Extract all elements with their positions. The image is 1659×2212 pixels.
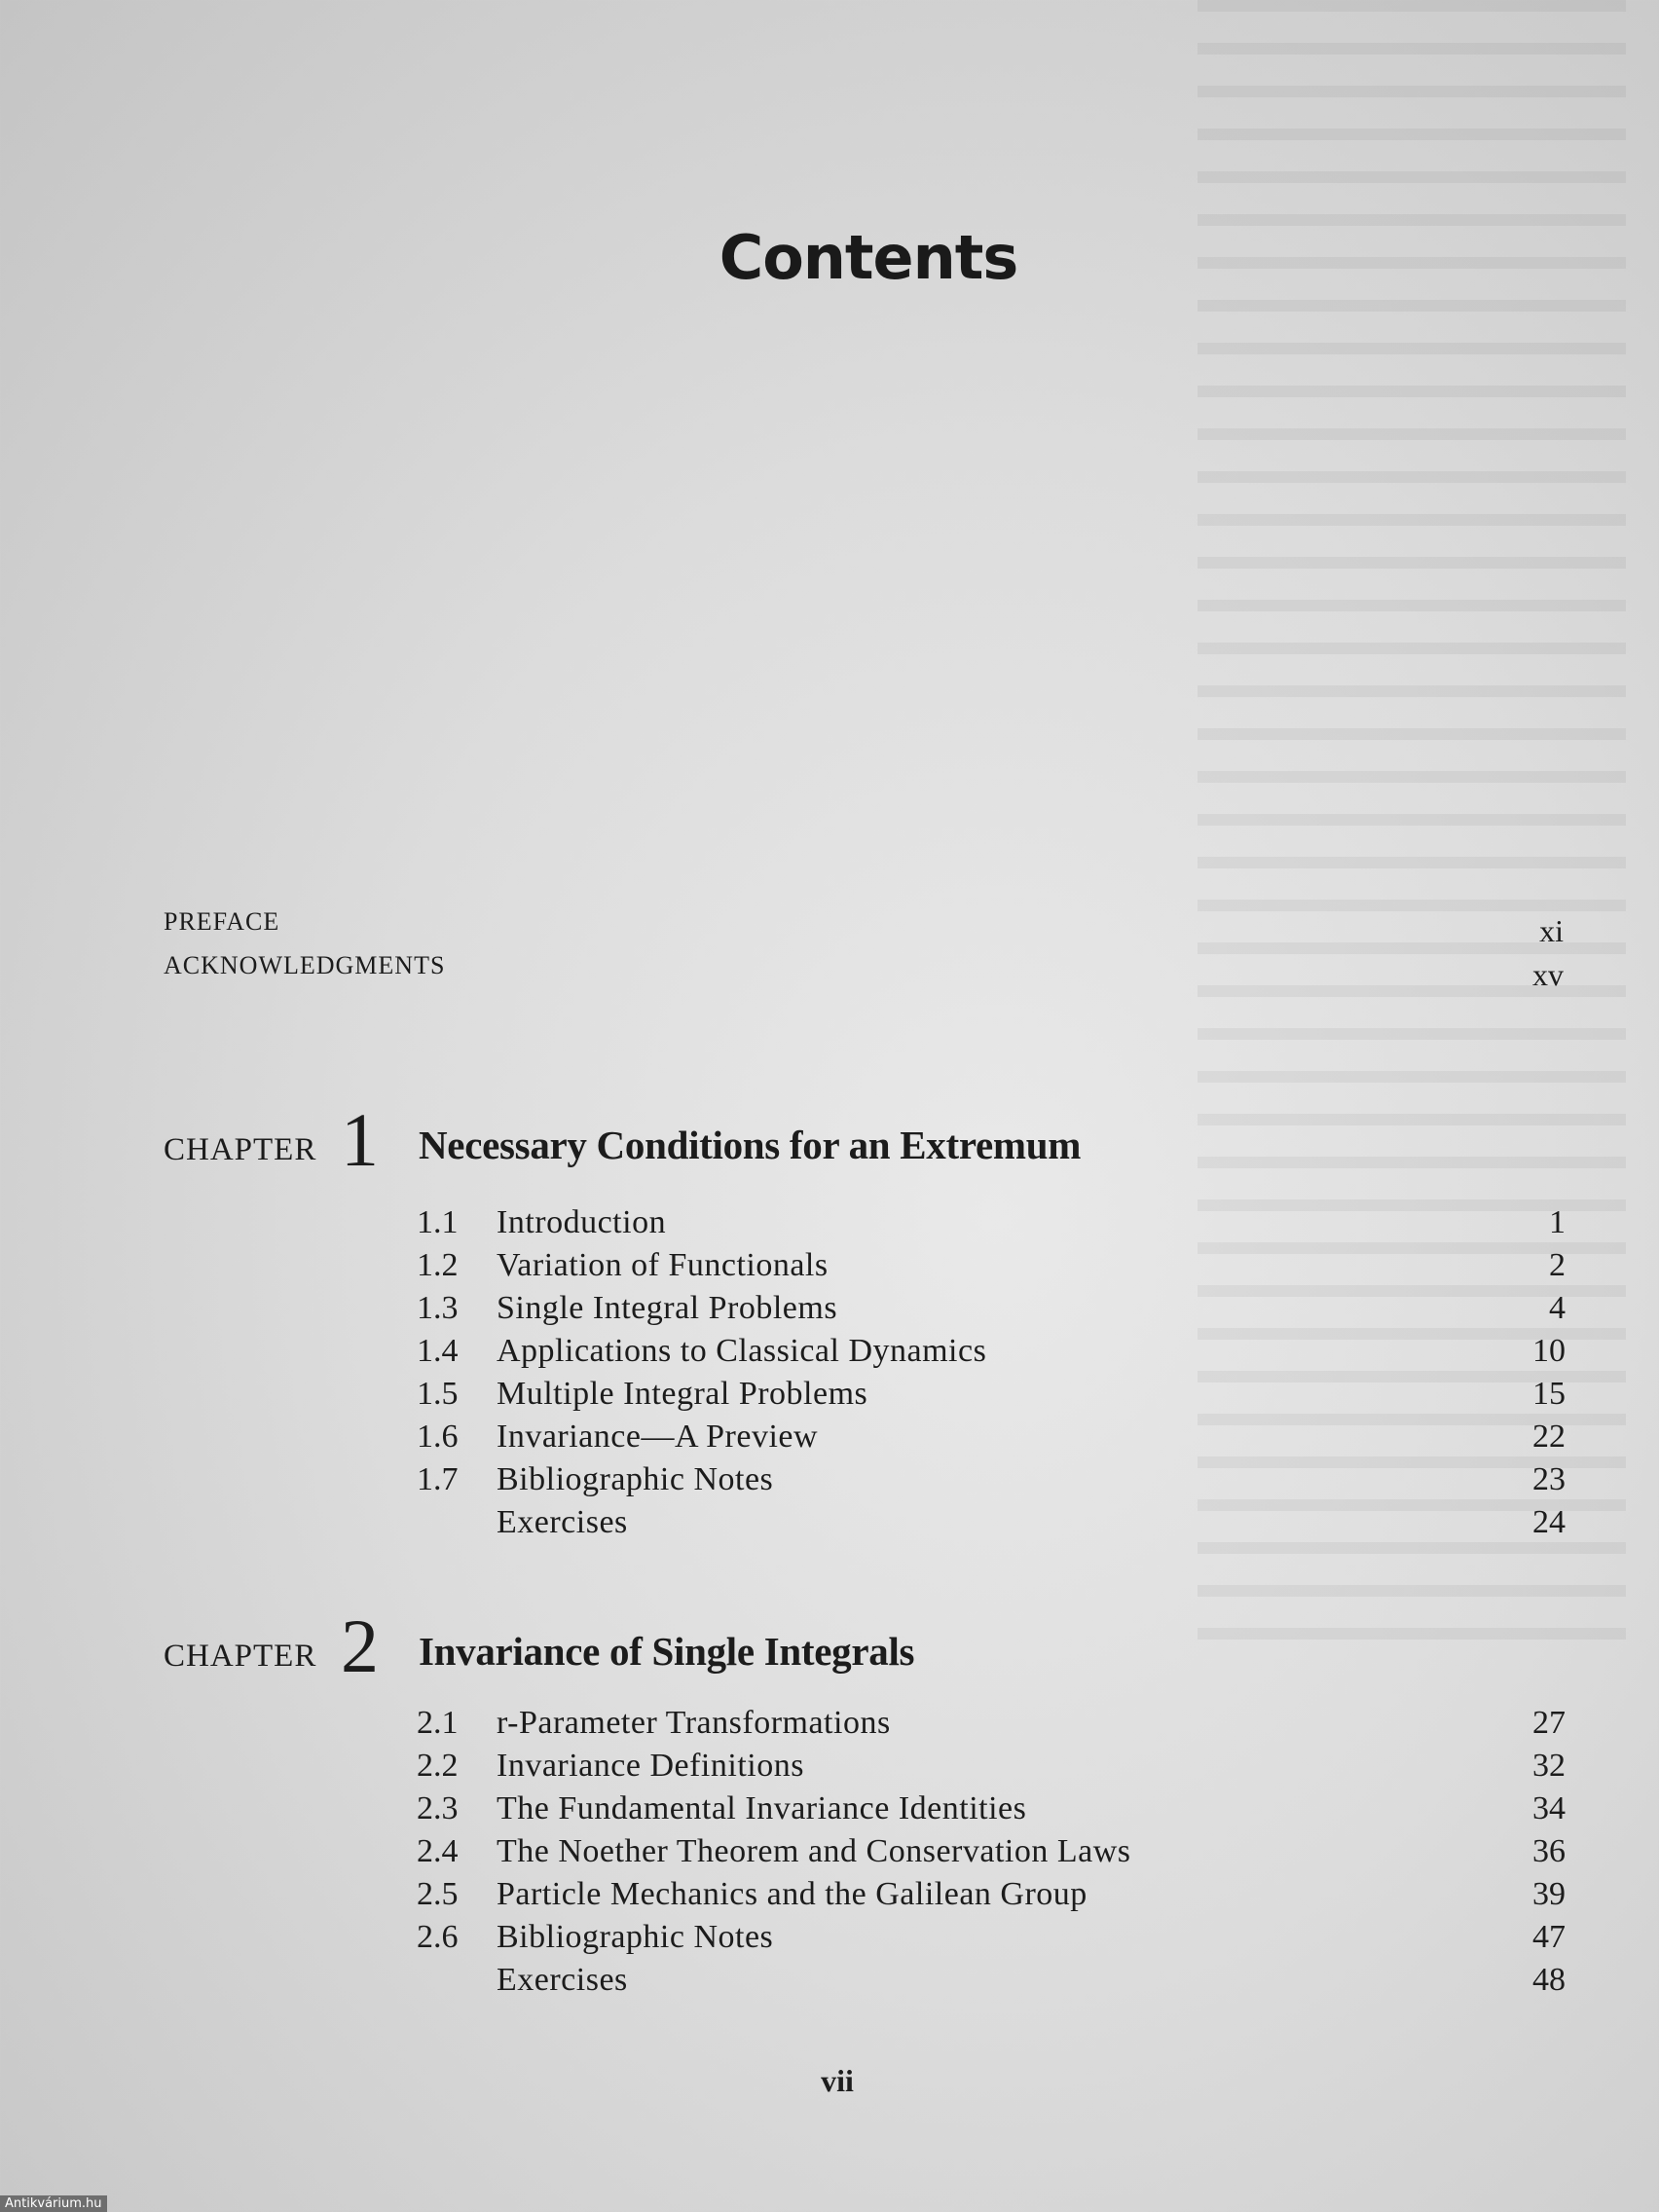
- section-page: 47: [1532, 1919, 1566, 1955]
- toc-entry: [417, 1458, 1566, 1501]
- toc-entry: [417, 1702, 1566, 1745]
- chapter-2-heading: [164, 1597, 1566, 1688]
- section-page: 24: [1532, 1504, 1566, 1540]
- front-matter-label: ACKNOWLEDGMENTS: [164, 951, 446, 979]
- section-number: 1.3: [417, 1290, 459, 1326]
- toc-entry: [417, 1416, 1566, 1458]
- section-page: 39: [1532, 1876, 1566, 1912]
- chapter-1-sections: [417, 1201, 1566, 1544]
- section-number: 2.4: [417, 1833, 459, 1869]
- section-title: Invariance Definitions: [497, 1748, 804, 1784]
- chapter-number: 1: [341, 1097, 379, 1182]
- section-title: Exercises: [497, 1962, 628, 1998]
- page-title: Contents: [719, 222, 1018, 293]
- section-number: 1.5: [417, 1376, 459, 1412]
- section-page: 10: [1532, 1333, 1566, 1369]
- section-page: 48: [1532, 1962, 1566, 1998]
- toc-entry: [417, 1330, 1566, 1373]
- section-number: 2.1: [417, 1705, 459, 1741]
- section-page: 4: [1549, 1290, 1566, 1326]
- toc-entry: [417, 1201, 1566, 1244]
- section-title: Particle Mechanics and the Galilean Group: [497, 1876, 1088, 1912]
- toc-entry: [417, 1873, 1566, 1916]
- chapter-1-heading: [164, 1090, 1566, 1182]
- front-matter-page: xv: [1532, 957, 1564, 992]
- section-title: Variation of Functionals: [497, 1247, 829, 1283]
- front-matter-acknowledgments: [164, 951, 1564, 992]
- section-page: 34: [1532, 1790, 1566, 1826]
- section-page: 15: [1532, 1376, 1566, 1412]
- chapter-number: 2: [341, 1604, 379, 1688]
- chapter-title: Necessary Conditions for an Extremum: [419, 1123, 1082, 1167]
- section-number: 1.7: [417, 1461, 459, 1497]
- section-number: 1.1: [417, 1204, 459, 1240]
- toc-entry: [417, 1788, 1566, 1830]
- section-title: Exercises: [497, 1504, 628, 1540]
- section-page: 22: [1532, 1419, 1566, 1455]
- section-title: The Fundamental Invariance Identities: [497, 1790, 1027, 1826]
- section-title: r-Parameter Transformations: [497, 1705, 891, 1741]
- toc-entry: [417, 1244, 1566, 1287]
- section-number: 2.6: [417, 1919, 459, 1955]
- section-title: Bibliographic Notes: [497, 1919, 774, 1955]
- toc-entry: [417, 1830, 1566, 1873]
- section-number: 1.4: [417, 1333, 459, 1369]
- section-title: Single Integral Problems: [497, 1290, 838, 1326]
- section-page: 23: [1532, 1461, 1566, 1497]
- section-page: 36: [1532, 1833, 1566, 1869]
- chapter-word: CHAPTER: [164, 1132, 317, 1167]
- section-page: 2: [1549, 1247, 1566, 1283]
- toc-entry: [417, 1959, 1566, 2002]
- toc-entry: [417, 1373, 1566, 1416]
- section-title: Applications to Classical Dynamics: [497, 1333, 987, 1369]
- toc-entry: [417, 1287, 1566, 1330]
- front-matter-label: PREFACE: [164, 907, 280, 936]
- chapter-2-sections: [417, 1702, 1566, 2002]
- page-folio: vii: [821, 2063, 854, 2098]
- section-title: Bibliographic Notes: [497, 1461, 774, 1497]
- front-matter-preface: [164, 907, 1564, 948]
- section-number: 1.2: [417, 1247, 459, 1283]
- section-title: Invariance—A Preview: [497, 1419, 819, 1455]
- section-number: 2.2: [417, 1748, 459, 1784]
- watermark-logo: Antikvárium.hu: [0, 2195, 107, 2212]
- chapter-word: CHAPTER: [164, 1639, 317, 1674]
- section-page: 27: [1532, 1705, 1566, 1741]
- toc-entry: [417, 1916, 1566, 1959]
- section-title: Multiple Integral Problems: [497, 1376, 868, 1412]
- section-title: Introduction: [497, 1204, 667, 1240]
- section-number: 1.6: [417, 1419, 459, 1455]
- front-matter-page: xi: [1539, 913, 1564, 948]
- section-number: 2.3: [417, 1790, 459, 1826]
- toc-entry: [417, 1745, 1566, 1788]
- section-page: 32: [1532, 1748, 1566, 1784]
- section-title: The Noether Theorem and Conservation Laws: [497, 1833, 1131, 1869]
- section-page: 1: [1549, 1204, 1566, 1240]
- toc-entry: [417, 1501, 1566, 1544]
- chapter-title: Invariance of Single Integrals: [419, 1629, 915, 1674]
- section-number: 2.5: [417, 1876, 459, 1912]
